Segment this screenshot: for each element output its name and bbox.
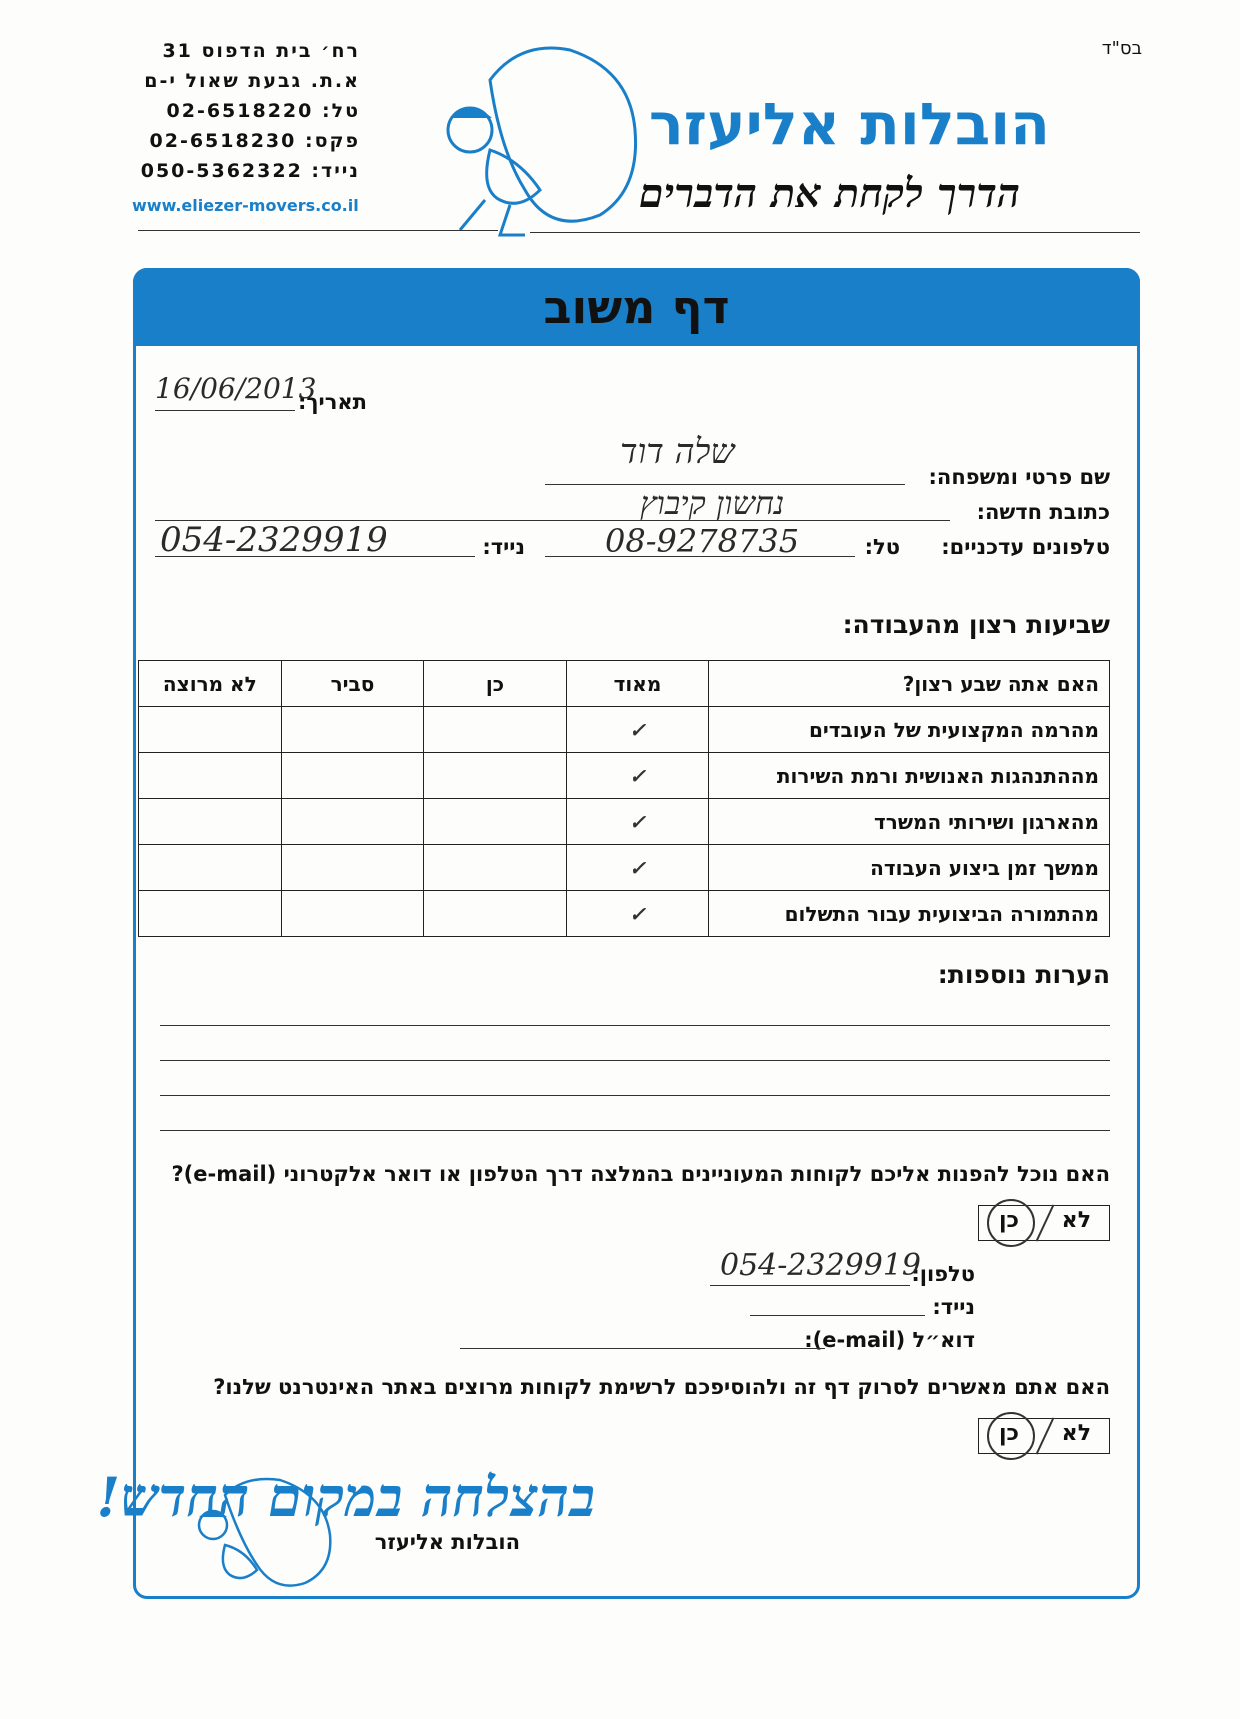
column-header-very: מאוד — [566, 661, 709, 707]
check-mark-icon[interactable]: ✓ — [566, 707, 709, 753]
rating-cell[interactable] — [281, 799, 424, 845]
rating-cell[interactable] — [139, 707, 282, 753]
name-label: שם פרטי ומשפחה: — [928, 465, 1110, 489]
column-header-question: האם אתה שבע רצון? — [709, 661, 1110, 707]
check-mark-icon[interactable]: ✓ — [566, 753, 709, 799]
date-label: תאריך: — [298, 390, 367, 414]
divider-slash — [1036, 1204, 1055, 1241]
table-row — [139, 753, 1110, 799]
date-line — [155, 410, 295, 411]
referral-no-option[interactable]: לא — [1061, 1208, 1091, 1233]
phones-label: טלפונים עדכניים: — [941, 535, 1110, 559]
question-cell: מההתנהגות האנושית ורמת השירות — [709, 753, 1110, 799]
publish-yes-option[interactable]: כן — [999, 1421, 1020, 1446]
rating-cell[interactable] — [281, 845, 424, 891]
tel-label: טל: — [864, 535, 900, 559]
question-cell: מהתמורה הביצועית עבור התשלום — [709, 891, 1110, 937]
mobile-label: נייד: — [482, 535, 525, 559]
company-slogan: הדרך לקחת את הדברים — [638, 170, 1020, 217]
referral-question: האם נוכל להפנות אליכם לקוחות המעוניינים בהמלצה דרך הטלפון או דואר אלקטרוני (e-mail)? — [171, 1162, 1110, 1186]
referral-yes-no-box[interactable] — [978, 1205, 1110, 1241]
check-mark-icon[interactable]: ✓ — [566, 799, 709, 845]
address-line-1: רח׳ בית הדפוס 31 — [162, 40, 360, 62]
satisfaction-heading: שביעות רצון מהעבודה: — [842, 610, 1110, 639]
date-value[interactable]: 16/06/2013 — [155, 372, 317, 405]
rating-cell[interactable] — [424, 707, 566, 753]
publish-no-option[interactable]: לא — [1061, 1421, 1091, 1446]
notes-line[interactable] — [160, 1095, 1110, 1096]
rating-cell[interactable] — [281, 891, 424, 937]
rating-cell[interactable] — [139, 753, 282, 799]
company-name: הובלות אליעזר — [648, 90, 1050, 158]
sign-off-message: בהצלחה במקום החדש! — [96, 1465, 595, 1529]
column-header-yes: כן — [424, 661, 566, 707]
referral-phone-line — [710, 1285, 910, 1286]
phone-number: טל: 02-6518220 — [166, 100, 360, 122]
question-cell: מהארגון ושירותי המשרד — [709, 799, 1110, 845]
table-row — [139, 707, 1110, 753]
rating-cell[interactable] — [424, 753, 566, 799]
bsd-mark: בס"ד — [1101, 38, 1142, 59]
check-mark-icon[interactable]: ✓ — [566, 845, 709, 891]
table-row — [139, 891, 1110, 937]
header-divider-left — [138, 230, 498, 231]
satisfaction-table — [138, 660, 1110, 937]
new-address-label: כתובת חדשה: — [976, 500, 1110, 524]
notes-line[interactable] — [160, 1130, 1110, 1131]
referral-email-line[interactable] — [460, 1348, 825, 1349]
form-title: דף משוב — [543, 280, 730, 334]
referral-mobile-line[interactable] — [750, 1315, 925, 1316]
referral-phone-value[interactable]: 054-2329919 — [720, 1248, 922, 1283]
mobile-number: נייד: 050-5362322 — [140, 160, 360, 182]
table-row — [139, 799, 1110, 845]
rating-cell[interactable] — [424, 891, 566, 937]
mover-logo-icon — [430, 40, 650, 240]
rating-cell[interactable] — [424, 845, 566, 891]
table-row — [139, 845, 1110, 891]
publish-yes-no-box[interactable] — [978, 1418, 1110, 1454]
fax-number: פקס: 02-6518230 — [149, 130, 360, 152]
website-link[interactable]: www.eliezer-movers.co.il — [132, 196, 359, 215]
publish-question: האם אתם מאשרים לסרוק דף זה ולהוסיפכם לרשימת לקוחות מרוצים באתר האינטרנט שלנו? — [213, 1375, 1110, 1399]
column-header-reasonable: סביר — [281, 661, 424, 707]
referral-email-label: דוא״ל (e-mail): — [804, 1328, 975, 1352]
rating-cell[interactable] — [281, 707, 424, 753]
referral-phone-label: טלפון: — [911, 1262, 975, 1286]
referral-yes-option[interactable]: כן — [999, 1208, 1020, 1233]
footer-company-name: הובלות אליעזר — [374, 1530, 520, 1554]
mobile-line — [155, 556, 475, 557]
column-header-not-satisfied: לא מרוצה — [139, 661, 282, 707]
table-header-row — [139, 661, 1110, 707]
check-mark-icon[interactable]: ✓ — [566, 891, 709, 937]
rating-cell[interactable] — [424, 799, 566, 845]
question-cell: ממשך זמן ביצוע העבודה — [709, 845, 1110, 891]
notes-line[interactable] — [160, 1060, 1110, 1061]
rating-cell[interactable] — [139, 891, 282, 937]
rating-cell[interactable] — [139, 799, 282, 845]
name-value[interactable]: שלה דוד — [620, 432, 735, 472]
referral-mobile-label: נייד: — [932, 1295, 975, 1319]
rating-cell[interactable] — [139, 845, 282, 891]
question-cell: מהרמה המקצועית של העובדים — [709, 707, 1110, 753]
header-divider-right — [530, 232, 1140, 233]
rating-cell[interactable] — [281, 753, 424, 799]
notes-line[interactable] — [160, 1025, 1110, 1026]
tel-value[interactable]: 08-9278735 — [605, 522, 800, 560]
mobile-value[interactable]: 054-2329919 — [160, 520, 388, 560]
selected-circle-icon — [987, 1199, 1035, 1247]
address-line-2: א.ת. גבעת שאול י-ם — [144, 70, 360, 92]
divider-slash — [1036, 1417, 1055, 1454]
new-address-value[interactable]: נחשון קיבוץ — [640, 484, 785, 522]
selected-circle-icon — [987, 1412, 1035, 1460]
notes-heading: הערות נוספות: — [937, 960, 1110, 989]
tel-line — [545, 556, 855, 557]
